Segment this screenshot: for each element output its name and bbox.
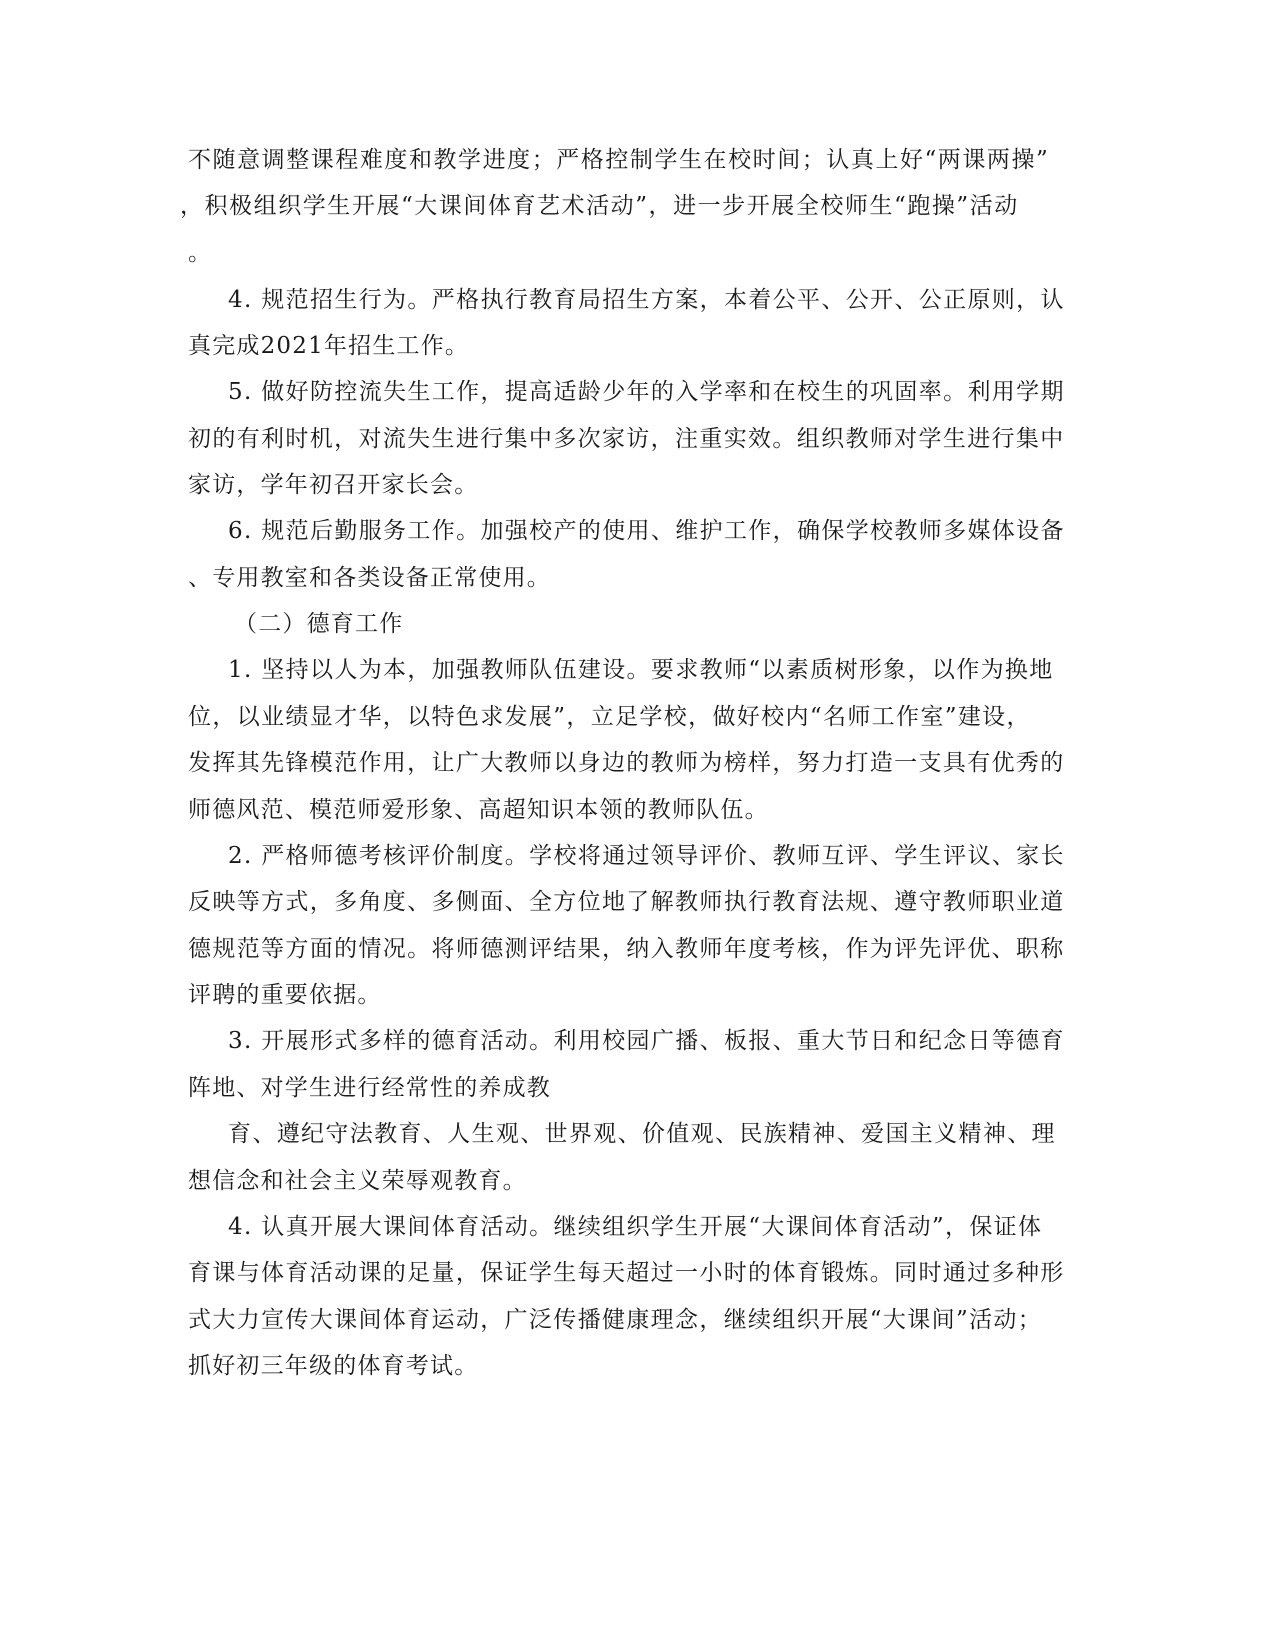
- paragraph-item-2: 2. 严格师德考核评价制度。学校将通过领导评价、教师互评、学生评议、家长: [228, 843, 1065, 869]
- text-line: 育、遵纪守法教育、人生观、世界观、价值观、民族精神、爱国主义精神、理: [228, 1121, 1056, 1147]
- text-line: 家访，学年初召开家长会。: [188, 472, 479, 498]
- text-line: 抓好初三年级的体育考试。: [188, 1353, 479, 1379]
- text-line: 德规范等方面的情况。将师德测评结果，纳入教师年度考核，作为评先评优、职称: [188, 936, 1065, 962]
- text-line: 。: [188, 240, 213, 266]
- text-line: 真完成2021年招生工作。: [188, 333, 470, 359]
- paragraph-item-4: 4. 规范招生行为。严格执行教育局招生方案，本着公平、公开、公正原则，认: [228, 287, 1065, 313]
- paragraph-item-3: 3. 开展形式多样的德育活动。利用校园广播、板报、重大节日和纪念日等德育: [228, 1028, 1065, 1054]
- text-line: 反映等方式，多角度、多侧面、全方位地了解教师执行教育法规、遵守教师职业道: [188, 889, 1065, 915]
- text-line: 阵地、对学生进行经常性的养成教: [188, 1075, 551, 1101]
- paragraph-item-4b: 4. 认真开展大课间体育活动。继续组织学生开展“大课间体育活动”，保证体: [228, 1214, 1043, 1240]
- text-line: 发挥其先锋模范作用，让广大教师以身边的教师为榜样，努力打造一支具有优秀的: [188, 750, 1065, 776]
- section-heading: （二）德育工作: [234, 611, 404, 637]
- text-line: 师德风范、模范师爱形象、高超知识本领的教师队伍。: [188, 797, 769, 823]
- text-line: 位，以业绩显才华，以特色求发展”，立足学校，做好校内“名师工作室”建设，: [188, 704, 1031, 730]
- text-line: 、专用教室和各类设备正常使用。: [188, 565, 551, 591]
- paragraph-item-6: 6. 规范后勤服务工作。加强校产的使用、维护工作，确保学校教师多媒体设备: [228, 518, 1065, 544]
- text-line: 评聘的重要依据。: [188, 982, 382, 1008]
- text-line: 初的有利时机，对流失生进行集中多次家访，注重实效。组织教师对学生进行集中: [188, 426, 1065, 452]
- text-line: 不随意调整课程难度和教学进度；严格控制学生在校时间；认真上好“两课两操”: [188, 147, 1050, 173]
- text-line: 育课与体育活动课的足量，保证学生每天超过一小时的体育锻炼。同时通过多种形: [188, 1260, 1065, 1286]
- paragraph-item-1: 1. 坚持以人为本，加强教师队伍建设。要求教师“以素质树形象，以作为换地: [228, 657, 1054, 683]
- text-line: 想信念和社会主义荣辱观教育。: [188, 1168, 527, 1194]
- text-line: ，积极组织学生开展“大课间体育艺术活动”，进一步开展全校师生“跑操”活动: [180, 193, 1019, 219]
- text-line: 式大力宣传大课间体育运动，广泛传播健康理念，继续组织开展“大课间”活动；: [188, 1307, 1043, 1333]
- paragraph-item-5: 5. 做好防控流失生工作，提高适龄少年的入学率和在校生的巩固率。利用学期: [228, 379, 1065, 405]
